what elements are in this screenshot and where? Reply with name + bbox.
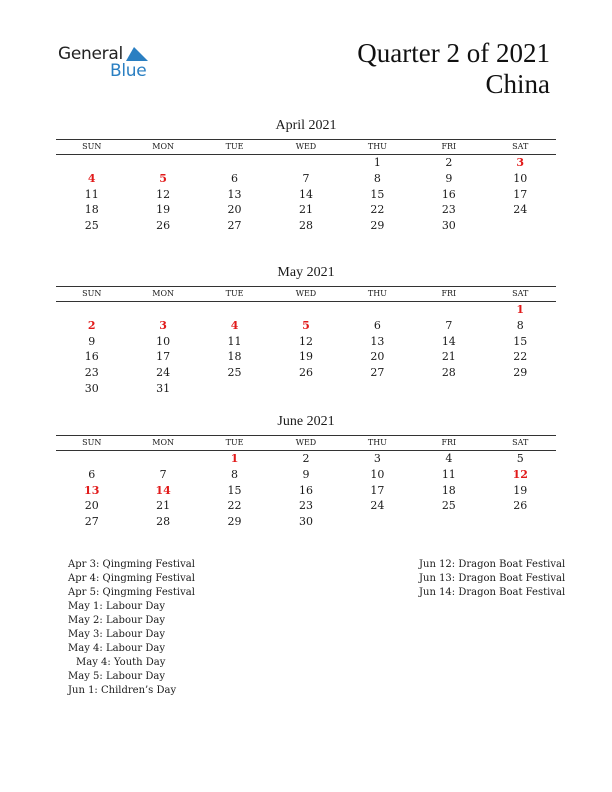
day-cell [56,451,127,467]
day-cell: 10 [513,171,528,185]
holiday-entry: May 4: Youth Day [76,657,166,668]
title-quarter: Quarter 2 of 2021 [357,38,550,68]
day-cell [413,514,484,530]
day-cell: 7 [302,171,310,185]
holiday-entry: May 3: Labour Day [68,629,165,640]
week-row [56,302,556,318]
weekday-label: THU [367,142,387,151]
day-cell: 30 [298,515,313,529]
day-cell: 15 [513,334,528,348]
month-june [56,413,556,530]
day-cell: 2 [445,156,453,169]
holiday-day-cell: 4 [230,318,239,332]
day-cell [342,381,413,397]
holiday-entry: Jun 13: Dragon Boat Festival [419,573,566,584]
week-row [56,467,556,483]
day-cell: 8 [373,171,381,185]
weekday-label: TUE [225,289,244,298]
weekday-label: SAT [512,142,529,151]
day-cell: 5 [516,452,524,465]
holiday-list-right [419,558,565,600]
weekday-label: THU [367,438,387,447]
month-title: May 2021 [277,265,335,280]
month-april [56,117,556,234]
holiday-entry: Apr 5: Qingming Festival [68,587,195,598]
logo-triangle-icon [126,47,148,61]
day-cell: 12 [298,334,313,348]
week-row [56,514,556,530]
day-cell: 30 [84,381,99,395]
day-cell: 25 [84,219,99,233]
day-cell: 22 [513,350,528,364]
day-cell [199,381,270,397]
day-cell: 27 [84,515,99,529]
holiday-day-cell: 2 [87,318,96,332]
holiday-day-cell: 4 [87,171,96,185]
day-cell [485,514,556,530]
weekday-label: MON [152,289,174,298]
day-cell [270,302,341,318]
day-cell: 16 [298,483,313,497]
day-cell [127,155,198,171]
week-row [56,498,556,514]
holiday-entry: May 2: Labour Day [68,615,165,626]
week-row [56,187,556,203]
day-cell [56,155,127,171]
day-cell: 25 [227,366,242,380]
week-row [56,318,556,334]
day-cell: 25 [441,499,456,513]
day-cell [127,451,198,467]
weekday-label: TUE [225,142,244,151]
holiday-entry: May 1: Labour Day [68,601,165,612]
day-cell: 22 [227,499,242,513]
day-cell: 19 [513,483,528,497]
holiday-day-cell: 1 [230,452,239,465]
day-cell: 1 [373,156,381,169]
holiday-day-cell: 3 [159,318,167,332]
day-cell: 10 [370,467,385,481]
day-cell: 11 [227,334,242,348]
day-cell: 16 [84,350,99,364]
day-cell: 29 [227,515,242,529]
day-cell: 11 [84,187,99,201]
month-title: June 2021 [277,414,335,429]
day-cell: 20 [84,499,99,513]
day-cell [127,302,198,318]
day-cell: 15 [227,483,242,497]
week-row [56,483,556,499]
day-cell [342,514,413,530]
holiday-list-left [68,558,195,698]
day-cell: 2 [302,452,310,465]
day-cell: 21 [441,350,456,364]
day-cell: 27 [227,219,242,233]
week-row [56,218,556,234]
holiday-entry: May 4: Labour Day [68,643,165,654]
day-cell: 13 [370,334,385,348]
day-cell: 29 [370,219,385,233]
day-cell: 20 [227,203,242,217]
weekday-label: SUN [82,142,102,151]
day-cell: 17 [370,483,385,497]
week-row [56,155,556,171]
logo-text-blue: Blue [110,61,147,81]
holiday-day-cell: 1 [516,303,525,316]
weekday-label: FRI [441,142,457,151]
day-cell: 6 [373,318,381,332]
holiday-day-cell: 5 [159,171,167,185]
weekday-header-row [56,139,556,155]
day-cell: 6 [88,467,96,481]
day-cell [199,302,270,318]
weekday-label: FRI [441,289,457,298]
day-cell: 13 [227,187,242,201]
weekday-label: MON [152,142,174,151]
day-cell: 7 [445,318,453,332]
day-cell: 23 [84,366,99,380]
week-row [56,365,556,381]
day-cell: 20 [370,350,385,364]
day-cell: 28 [156,515,171,529]
weekday-label: SAT [512,438,529,447]
day-cell: 26 [156,219,171,233]
weekday-label: THU [367,289,387,298]
holiday-day-cell: 13 [84,483,100,497]
day-cell: 4 [445,452,453,465]
day-cell: 9 [445,171,453,185]
day-cell [485,381,556,397]
weekday-label: FRI [441,438,457,447]
day-cell: 24 [370,499,385,513]
day-cell: 28 [441,366,456,380]
holiday-entry: Jun 14: Dragon Boat Festival [419,587,566,598]
weekday-label: SUN [82,438,102,447]
day-cell: 8 [516,318,524,332]
weekday-header-row [56,286,556,302]
day-cell: 8 [231,467,239,481]
month-may [56,264,556,397]
day-cell: 31 [156,381,171,395]
day-cell [270,381,341,397]
weekday-label: WED [295,438,317,447]
holiday-entry: May 5: Labour Day [68,671,165,682]
day-cell: 27 [370,366,385,380]
day-cell: 30 [441,219,456,233]
day-cell: 12 [156,187,171,201]
day-cell: 15 [370,187,385,201]
day-cell [270,155,341,171]
weekday-label: SAT [512,289,529,298]
week-row [56,334,556,350]
day-cell: 17 [513,187,528,201]
weekday-label: MON [152,438,174,447]
day-cell: 10 [156,334,171,348]
generalblue-logo [58,44,158,84]
day-cell: 14 [441,334,456,348]
day-cell [485,218,556,234]
page-title [357,38,550,100]
day-cell: 6 [231,171,239,185]
week-row [56,171,556,187]
holiday-day-cell: 12 [512,467,528,481]
weekday-header-row [56,435,556,451]
month-title: April 2021 [275,118,337,133]
week-row [56,349,556,365]
day-cell: 17 [156,350,171,364]
holiday-entry: Jun 12: Dragon Boat Festival [419,559,566,570]
day-cell: 7 [159,467,167,481]
day-cell: 19 [298,350,313,364]
holiday-entry: Apr 4: Qingming Festival [68,573,195,584]
day-cell: 26 [298,366,313,380]
day-cell: 23 [298,499,313,513]
holiday-entry: Jun 1: Children’s Day [68,685,177,696]
weekday-label: WED [295,142,317,151]
day-cell: 28 [298,219,313,233]
day-cell [413,302,484,318]
day-cell: 23 [441,203,456,217]
week-row [56,202,556,218]
holiday-day-cell: 14 [155,483,171,497]
day-cell: 21 [156,499,171,513]
day-cell: 19 [156,203,171,217]
title-country: China [485,69,550,99]
logo-text-general: General [58,44,123,64]
day-cell: 26 [513,499,528,513]
day-cell: 29 [513,366,528,380]
day-cell: 18 [441,483,456,497]
day-cell: 24 [156,366,171,380]
holiday-day-cell: 3 [516,156,525,169]
weekday-label: SUN [82,289,102,298]
day-cell: 24 [513,203,528,217]
day-cell: 18 [84,203,99,217]
week-row [56,451,556,467]
day-cell: 22 [370,203,385,217]
day-cell [413,381,484,397]
holiday-day-cell: 5 [302,318,310,332]
day-cell: 18 [227,350,242,364]
day-cell: 3 [373,452,381,465]
day-cell: 21 [298,203,313,217]
weekday-label: TUE [225,438,244,447]
day-cell: 14 [298,187,313,201]
weekday-label: WED [295,289,317,298]
day-cell: 11 [441,467,456,481]
day-cell: 9 [302,467,310,481]
holiday-entry: Apr 3: Qingming Festival [68,559,195,570]
day-cell [342,302,413,318]
day-cell: 9 [88,334,96,348]
day-cell [56,302,127,318]
week-row [56,381,556,397]
day-cell [199,155,270,171]
day-cell: 16 [441,187,456,201]
